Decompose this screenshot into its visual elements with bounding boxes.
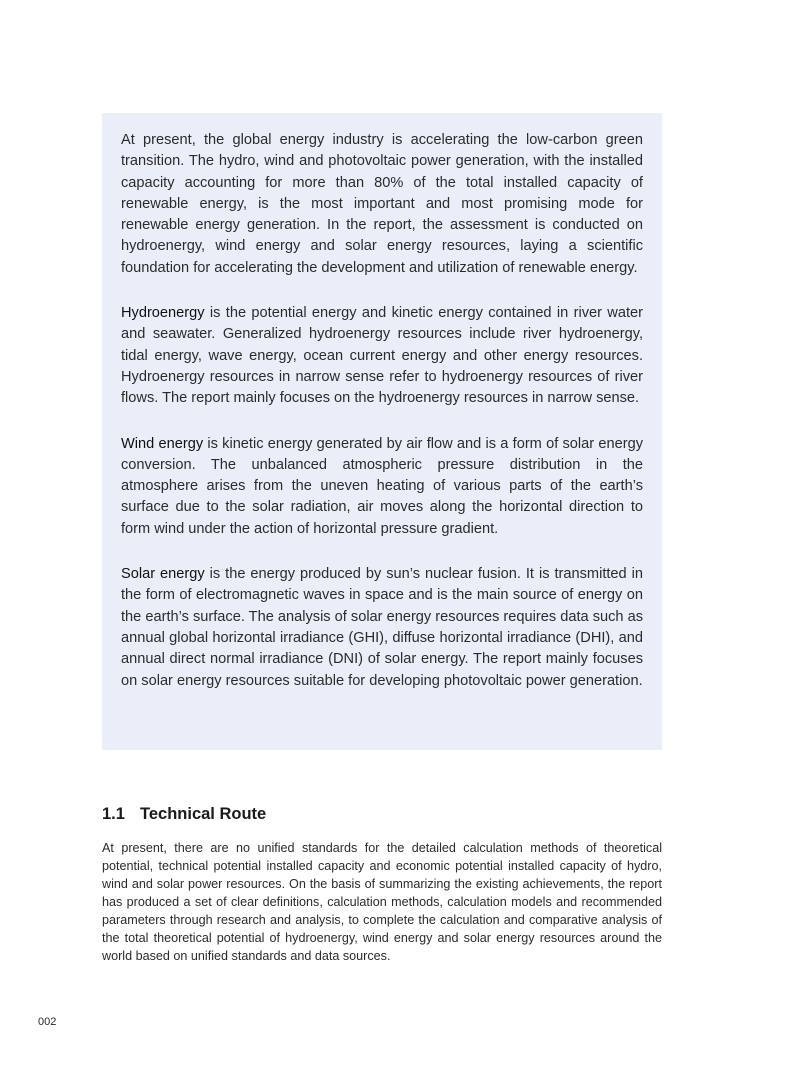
section-title: Technical Route: [140, 805, 267, 823]
section-number: 1.1: [102, 805, 125, 823]
definitions-callout-box: [102, 113, 662, 750]
wind-energy-term: Wind energy: [121, 435, 204, 452]
hydroenergy-paragraph: [121, 303, 643, 409]
section-body-paragraph: At present, there are no unified standards for the detailed calculation methods of theoretical potential, technical potential installed capacity and economic potential installed capacity of hydro, wind and solar power resources. On the basis of summarizing the existing achievements, the report has produced a set of clear definitions, calculation methods, calculation models and recommended parameters through research and analysis, to complete the calculation and comparative analysis of the total theoretical potential of hydroenergy, wind energy and solar energy resources around the world based on unified standards and data sources.: [102, 841, 662, 963]
wind-energy-definition: is kinetic energy generated by air flow and is a form of solar energy conversion. The unbalanced atmospheric pressure distribution in the atmosphere arises from the uneven heating of various parts of the earth’s surface due to the solar radiation, air moves along the horizontal direction to form wind under the action of horizontal pressure gradient.: [121, 435, 643, 537]
wind-energy-paragraph: [121, 434, 643, 540]
solar-energy-definition: is the energy produced by sun’s nuclear fusion. It is transmitted in the form of electromagnetic waves in space and is the main source of energy on the earth’s surface. The analysis of solar energy resources requires data such as annual global horizontal irradiance (GHI), diffuse horizontal irradiance (DHI), and annual direct normal irradiance (DNI) of solar energy. The report mainly focuses on solar energy resources suitable for developing photovoltaic power generation.: [121, 566, 643, 689]
callout-intro-paragraph: At present, the global energy industry is accelerating the low-carbon green transition. The hydro, wind and photovoltaic power generation, with the installed capacity accounting for more than 80% of the total installed capacity of renewable energy, is the most important and most promising mode for renewable energy generation. In the report, the assessment is conducted on hydroenergy, wind energy and solar energy resources, laying a scientific foundation for accelerating the development and utilization of renewable energy.: [121, 132, 643, 276]
hydroenergy-term: Hydroenergy: [121, 305, 205, 322]
solar-energy-term: Solar energy: [121, 566, 205, 583]
section-heading: [102, 803, 662, 825]
page-number: 002: [38, 1016, 57, 1028]
solar-energy-paragraph: [121, 564, 643, 692]
hydroenergy-definition: is the potential energy and kinetic energy contained in river water and seawater. Generalized hydroenergy resources include river hydroenergy, tidal energy, wave energy, ocean current energy and other energy resources. Hydroenergy resources in narrow sense refer to hydroenergy resources of river flows. The report mainly focuses on the hydroenergy resources in narrow sense.: [121, 305, 643, 407]
